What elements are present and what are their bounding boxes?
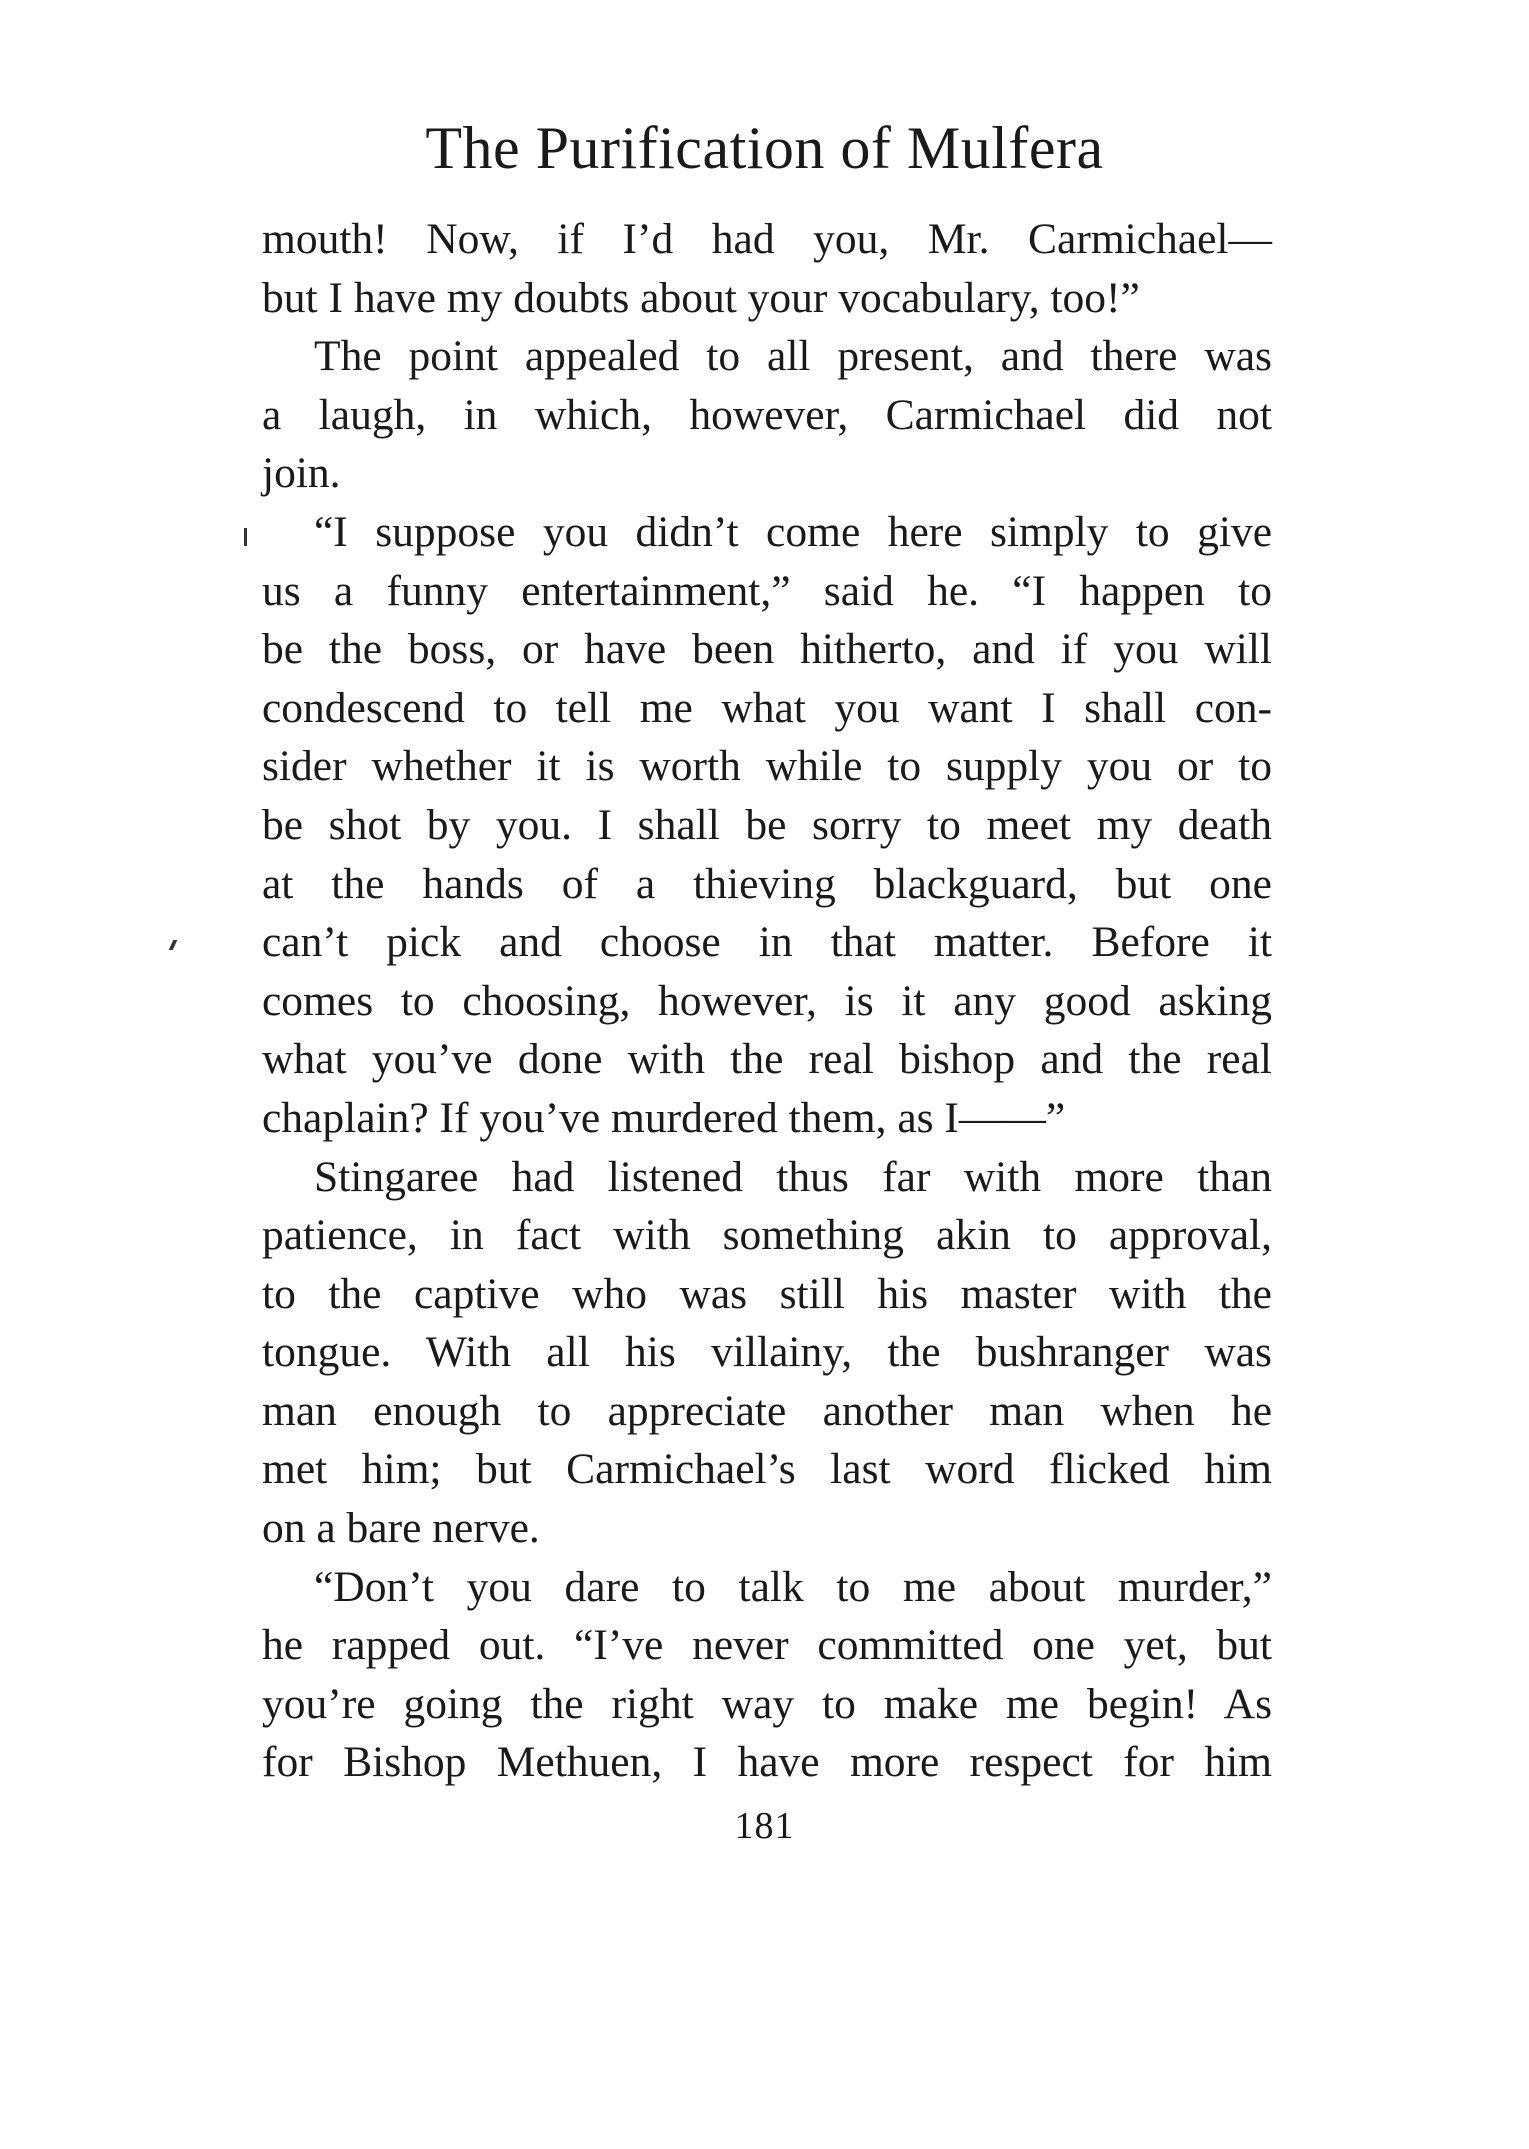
text-line: “Don’t you dare to talk to me about murder,” <box>314 1562 1272 1611</box>
text-line: what you’ve done with the real bishop and the real <box>262 1035 1272 1084</box>
text-line: be shot by you. I shall be sorry to meet my death <box>262 800 1272 849</box>
text-line: Stingaree had listened thus far with more than <box>314 1152 1272 1201</box>
text-line: join. <box>262 449 341 498</box>
text-line: at the hands of a thieving blackguard, but one <box>262 859 1272 908</box>
text-line: The point appealed to all present, and there was <box>314 332 1272 381</box>
text-line: comes to choosing, however, is it any good asking <box>262 976 1272 1025</box>
page-number: 181 <box>734 1805 795 1847</box>
text-line: on a bare nerve. <box>262 1504 540 1553</box>
text-line: for Bishop Methuen, I have more respect for him <box>262 1738 1272 1787</box>
text-line: “I suppose you didn’t come here simply to give <box>314 507 1272 556</box>
text-line: met him; but Carmichael’s last word flicked him <box>262 1445 1272 1494</box>
text-line: he rapped out. “I’ve never committed one yet, but <box>262 1621 1272 1670</box>
text-line: man enough to appreciate another man when he <box>262 1386 1272 1435</box>
text-line: us a funny entertainment,” said he. “I happen to <box>262 566 1272 615</box>
text-line: you’re going the right way to make me begin! As <box>262 1679 1272 1728</box>
text-line: sider whether it is worth while to supply you or to <box>262 742 1272 791</box>
text-line: tongue. With all his villainy, the bushranger was <box>262 1328 1272 1377</box>
text-line: chaplain? If you’ve murdered them, as I——” <box>262 1093 1066 1142</box>
body-text <box>262 210 1272 1792</box>
text-line: be the boss, or have been hitherto, and if you will <box>262 625 1272 674</box>
text-line: a laugh, in which, however, Carmichael did not <box>262 390 1272 439</box>
text-line: condescend to tell me what you want I shall con- <box>262 683 1272 732</box>
margin-mark <box>244 528 247 546</box>
text-line: mouth! Now, if I’d had you, Mr. Carmichael— <box>262 215 1272 263</box>
text-line: to the captive who was still his master with the <box>262 1269 1272 1318</box>
running-head: The Purification of Mulfera <box>425 115 1104 181</box>
margin-mark <box>169 940 178 950</box>
text-line: but I have my doubts about your vocabulary, too!” <box>262 273 1140 322</box>
text-line: can’t pick and choose in that matter. Before it <box>262 918 1272 967</box>
text-line: patience, in fact with something akin to approval, <box>262 1211 1272 1260</box>
